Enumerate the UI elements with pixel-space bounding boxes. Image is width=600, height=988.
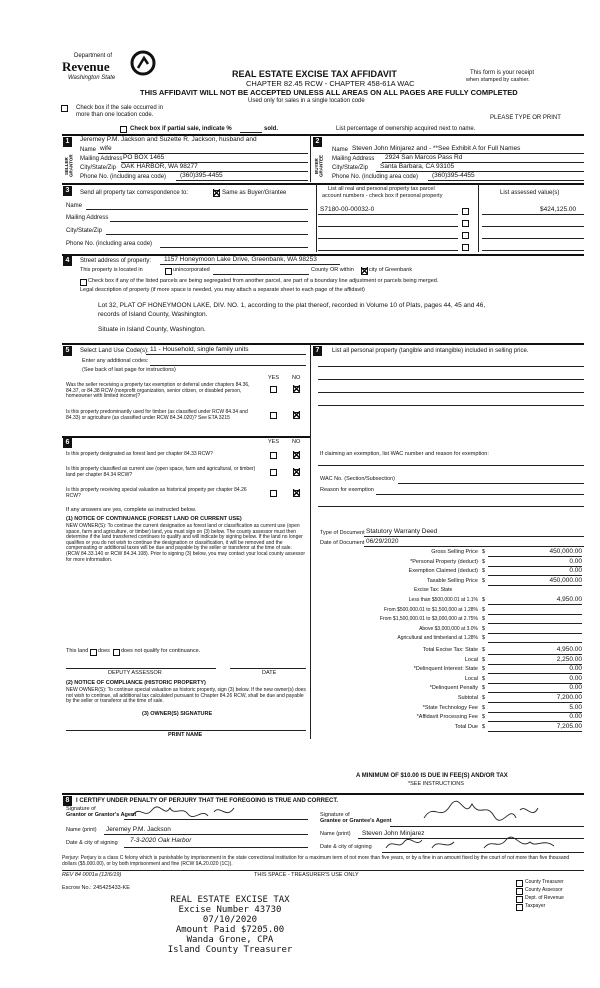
certify-statement: I CERTIFY UNDER PENALTY OF PERJURY THAT THE FOREGOING IS TRUE AND CORRECT. — [76, 798, 339, 804]
land-use-code: 11 - Household, single family units — [150, 346, 249, 353]
additional-codes-label: Enter any additional codes: — [82, 358, 149, 364]
owner-signature-label: (3) OWNER(S) SIGNATURE — [142, 711, 213, 717]
tax-row-value: 4,950.00 — [556, 646, 582, 653]
grantor-sig-label-1: Signature of — [66, 806, 96, 812]
s6-question-2: Is this property classified as current use (open space, farm and agricultural, or timber) land per chapter 84.34 RCW? — [66, 466, 256, 478]
does-not-label: does not qualify for continuance. — [121, 648, 201, 654]
buyer-phone: (360)395-4455 — [432, 172, 475, 179]
tax-row-line — [488, 654, 582, 655]
copy-checkbox-dor[interactable] — [516, 896, 523, 903]
buyer-name: Steven John Minjarez and - **See Exhibit A for Full Names — [352, 145, 521, 152]
tax-row-dollar: $ — [482, 635, 486, 642]
parcel-header-1: List all real and personal property tax parcel — [328, 186, 435, 192]
section-3-number: 3 — [63, 186, 72, 196]
tax-row-value: 450,000.00 — [549, 576, 582, 584]
seller-phone-label: Phone No. (including area code) — [80, 174, 167, 180]
tax-row-label: Local — [464, 675, 478, 682]
seller-mailing: PO BOX 1465 — [123, 154, 165, 161]
tax-row-value: 450,000.00 — [549, 548, 582, 555]
tax-row-value: 0.00 — [569, 684, 582, 692]
street-address: 1157 Honeymoon Lake Drive, Greenbank, WA 98253 — [164, 256, 317, 263]
parcel-personal-checkbox-1[interactable] — [462, 208, 469, 215]
city-of-checkbox[interactable] — [361, 268, 368, 275]
legal-label: Legal description of property (if more space is needed, you may attach a separate sheet to each page of the affidavit) — [80, 287, 365, 293]
tax-row-line — [488, 712, 582, 713]
tax-row-dollar: $ — [482, 656, 486, 663]
seller-name-label: Name — [80, 147, 97, 153]
tax-row-dollar: $ — [482, 568, 486, 575]
grantee-name-label: Name (print) — [320, 831, 351, 837]
assessed-header: List assessed value(s) — [500, 190, 560, 196]
tax-row-label: Gross Selling Price — [431, 549, 478, 555]
tax-row-dollar: $ — [482, 647, 486, 653]
grantee-name-print: Steven John Minjarez — [362, 830, 425, 837]
tax-row-dollar: $ — [482, 714, 486, 721]
form-warning: THIS AFFIDAVIT WILL NOT BE ACCEPTED UNLESS ALL AREAS ON ALL PAGES ARE FULLY COMPLETED — [140, 88, 518, 97]
see-back-label: (See back of last page for instructions) — [82, 367, 176, 373]
s6-q2-yes[interactable] — [270, 469, 277, 476]
s3-city-label: City/State/Zip — [66, 228, 103, 234]
land-use-label: Select Land Use Code(s): — [80, 348, 149, 354]
tax-row-value: 0.00 — [569, 665, 582, 673]
tax-row-label: *Affidavit Processing Fee — [416, 714, 478, 721]
deputy-date-label: DATE — [262, 670, 277, 676]
copy-dor: Dept. of Revenue — [525, 895, 564, 901]
grantor-date-label: Date & city of signing — [66, 840, 118, 846]
s5-q1-no[interactable] — [293, 386, 300, 393]
tax-row-line — [488, 604, 582, 605]
doc-date: 06/29/2020 — [366, 538, 399, 545]
section-7-number: 7 — [313, 346, 322, 356]
tax-row-line — [488, 683, 582, 684]
escrow-number: Escrow No.: 245425433-KE — [62, 885, 130, 891]
s5-question-2: Is this property predominantly used for timber (as classified under RCW 84.34 and 84.33) or agriculture (as classified under RCW 84.34.020)? See ETA 3215 — [66, 409, 248, 421]
notice-2-text: NEW OWNER(S): To continue special valuation as historic property, sign (3) below. If the new owner(s) does not wish to continue, all additional tax calculated pursuant to Chapter 84.26 RCW, shall be due and payable by the seller or transferor at the time of sale. — [66, 687, 306, 705]
tax-row-line — [488, 642, 582, 643]
tax-row-dollar: $ — [482, 549, 486, 555]
section-2-number: 2 — [313, 137, 322, 147]
s6-no-header: NO — [292, 439, 301, 445]
this-land-label: This land — [66, 648, 89, 654]
tax-row-line — [488, 673, 582, 674]
multi-location-label: Check box if the sale occurred in — [76, 105, 164, 111]
s6-question-3: Is this property receiving special valuation as historical property per chapter 84.26 RCW? — [66, 487, 247, 499]
grantee-signature — [420, 800, 540, 824]
see-instructions: *SEE INSTRUCTIONS — [408, 781, 464, 787]
tax-row-value: 0.00 — [569, 557, 582, 565]
tax-row-label: *Delinquent Penalty — [429, 685, 478, 692]
sold-label: sold. — [264, 126, 279, 132]
agency-line1: Department of — [74, 53, 113, 59]
doc-type-label: Type of Document — [320, 530, 365, 536]
tax-row-label: Total Due — [454, 723, 478, 730]
tax-row-dollar: $ — [482, 597, 486, 603]
tax-row-dollar: $ — [482, 616, 486, 623]
grantor-name-print: Jeremey P.M. Jackson — [106, 826, 171, 833]
s5-yes-header: YES — [268, 375, 280, 381]
tax-row-dollar: $ — [482, 558, 486, 565]
s3-mailing-label: Mailing Address — [66, 215, 109, 221]
tax-row-line — [488, 556, 582, 557]
copy-checkbox-taxpayer[interactable] — [516, 904, 523, 911]
tax-row-value: 5.00 — [569, 703, 582, 711]
doc-date-label: Date of Document — [320, 540, 365, 546]
dor-logo — [62, 50, 158, 86]
perjury-text: Perjury: Perjury is a class C felony which is punishable by imprisonment in the state correctional institution for a maximum term of not more than five years, or by a fine in an amount fixed by the court of not more than five thousand dollars ($5,000.00), or by both imprisonment and fine (RCW 9A.20.020 (1C)). — [62, 855, 570, 867]
s5-q2-yes[interactable] — [270, 412, 277, 419]
tax-row-value: 0.00 — [569, 713, 582, 721]
grantee-date-label: Date & city of signing — [320, 844, 372, 850]
tax-row-label: Exemption Claimed (deduct) — [408, 568, 478, 575]
stamp-line-2: Excise Number 43730 — [178, 905, 282, 915]
s3-phone-label: Phone No. (including area code) — [66, 241, 153, 247]
tax-row-value: 0.00 — [569, 674, 582, 682]
tax-row-label: *Personal Property (deduct) — [410, 558, 478, 565]
legal-desc-1: Lot 32, PLAT OF HONEYMOON LAKE, DIV. NO. 1, according to the plat thereof, recorded in Volume 10 of Plats, pages 44, 45 and 46, — [98, 302, 486, 309]
seller-name-cont: wife — [100, 145, 112, 152]
notice-1-text: NEW OWNER(S): To continue the current designation as forest land or classification as current use (open space, farm and agriculture, or timber) land, you must sign on (3) below. The county assessor must then determine if the land transferred continues to qualify and will indicate by signing below. If the land no longer qualifies or you do not wish to continue the designation or classification, it will be removed and the compensating or additional taxes will be due and payable by the seller or transferor at the time of sale. (RCW 84.33.140 or RCW 84.34.108). Prior to signing (3) below, you may contact your local county assessor for more information. — [66, 523, 305, 563]
notice-2-title: (2) NOTICE OF COMPLIANCE (HISTORIC PROPERTY) — [66, 680, 206, 686]
partial-sale-label: Check box if partial sale, indicate % — [130, 126, 232, 132]
seller-side-label: SELLER GRANTOR — [64, 154, 74, 178]
tax-row-line — [488, 664, 582, 665]
does-qualify-checkbox[interactable] — [90, 649, 97, 656]
tax-row-label: From $500,000.01 to $1,500,000 at 1.28% — [384, 606, 478, 613]
buyer-mailing-label: Mailing Address — [332, 156, 375, 162]
parcel-personal-checkbox-2[interactable] — [462, 220, 469, 227]
form-title: REAL ESTATE EXCISE TAX AFFIDAVIT — [232, 69, 397, 79]
copy-taxpayer: Taxpayer — [525, 903, 546, 909]
wac-label: WAC No. (Section/Subsection) — [320, 476, 395, 482]
grantee-date-handwriting — [384, 836, 564, 852]
tax-row-label: Above $3,000,000 at 3.0% — [419, 625, 478, 632]
tax-row-line — [488, 566, 582, 567]
tax-row-label: Taxable Selling Price — [426, 577, 478, 584]
multi-location-label-2: more than one location code. — [76, 112, 154, 118]
minimum-due: A MINIMUM OF $10.00 IS DUE IN FEE(S) AND/OR TAX — [356, 773, 508, 779]
tax-row-label: From $1,500,000.01 to $3,000,000 at 2.75% — [379, 616, 478, 623]
stamp-line-3: 07/10/2020 — [202, 915, 258, 925]
ownership-note: List percentage of ownership acquired next to name. — [336, 126, 476, 132]
tax-row-label: Total Excise Tax: State — [422, 647, 478, 653]
section-8-number: 8 — [63, 796, 72, 806]
copy-treasurer: County Treasurer — [525, 879, 564, 885]
parcel-personal-checkbox-3[interactable] — [462, 232, 469, 239]
s6-question-1: Is this property designated as forest land per chapter 84.33 RCW? — [66, 451, 213, 457]
treasurer-only: THIS SPACE - TREASURER'S USE ONLY — [254, 872, 359, 878]
tax-row-value: 7,205.00 — [556, 722, 582, 730]
s6-q2-no[interactable] — [293, 469, 300, 476]
single-county-note: Used only for sales in a single location code — [248, 98, 365, 104]
agency-line2: Revenue — [62, 59, 110, 74]
agency-line3: Washington State — [68, 75, 116, 81]
deputy-assessor-label: DEPUTY ASSESSOR — [108, 670, 162, 676]
same-as-buyer-label: Same as Buyer/Grantee — [222, 190, 287, 196]
treasurer-stamp — [140, 895, 320, 955]
legal-desc-3: Situate in Island County, Washington. — [98, 326, 206, 333]
stamp-line-5: Wanda Grone, CPA — [186, 935, 274, 945]
s6-q3-no[interactable] — [293, 490, 300, 497]
notice-1-title: (1) NOTICE OF CONTINUANCE (FOREST LAND OR CURRENT USE) — [66, 516, 242, 522]
tax-row-line — [488, 731, 582, 732]
section-6-number: 6 — [63, 438, 72, 448]
tax-row-label: *State Technology Fee — [422, 704, 478, 711]
reason-label: Reason for exemption — [320, 487, 374, 493]
doc-type: Statutory Warranty Deed — [366, 528, 438, 535]
legal-desc-2: records of Island County, Washington. — [98, 311, 208, 318]
tax-row-line — [488, 623, 582, 624]
buyer-name-label: Name — [332, 147, 349, 153]
unincorporated-label: unincorporated — [173, 267, 210, 273]
grantor-sig-label-2: Grantor or Grantor's Agent — [66, 812, 137, 818]
tax-row-dollar: $ — [482, 704, 486, 711]
s5-q1-yes[interactable] — [270, 386, 277, 393]
copy-assessor: County Assessor — [525, 887, 563, 893]
dor-logo-icon — [130, 50, 156, 76]
does-label: does — [98, 648, 110, 654]
buyer-city: Santa Barbara, CA 93105 — [380, 163, 455, 170]
tax-row-dollar: $ — [482, 625, 486, 632]
stamp-line-1: REAL ESTATE EXCISE TAX — [170, 895, 290, 905]
if-yes-note: If any answers are yes, complete as instructed below. — [66, 507, 197, 513]
section-1-number: 1 — [63, 137, 72, 147]
multi-location-checkbox[interactable] — [61, 105, 68, 112]
s5-no-header: NO — [292, 375, 301, 381]
seller-city: OAK HARBOR, WA 98277 — [121, 163, 198, 170]
please-type: PLEASE TYPE OR PRINT — [490, 115, 561, 121]
tax-row-label: Local — [464, 656, 478, 663]
form-subtitle: CHAPTER 82.45 RCW - CHAPTER 458-61A WAC — [246, 79, 415, 88]
tax-row-dollar: $ — [482, 723, 486, 730]
does-not-qualify-checkbox[interactable] — [113, 649, 120, 656]
section-4-number: 4 — [63, 256, 72, 266]
excise-state-label: Excise Tax: State — [414, 587, 453, 594]
tax-row-label: Agricultural and timberland at 1.28% — [397, 635, 478, 642]
tax-row-line — [488, 702, 582, 703]
assessed-value: $424,125.00 — [540, 206, 577, 213]
tax-row-label: *Delinquent Interest: State — [413, 666, 478, 673]
print-name-label: PRINT NAME — [168, 732, 203, 738]
tax-row-line — [488, 633, 582, 634]
seller-name: Jeremey P.M. Jackson and Suzette R. Jackson, husband and — [80, 136, 257, 143]
buyer-side-label: BUYER GRANTEE — [314, 155, 324, 178]
tax-row-dollar: $ — [482, 606, 486, 613]
city-of-label: city of Greenbank — [369, 267, 413, 273]
send-correspondence-label: Send all property tax correspondence to: — [80, 190, 189, 196]
section-5-number: 5 — [63, 346, 72, 356]
grantee-sig-label-1: Signature of — [320, 812, 350, 818]
tax-row-dollar: $ — [482, 577, 486, 584]
partial-sale-checkbox[interactable] — [120, 126, 127, 133]
tax-row-line — [488, 585, 582, 586]
buyer-mailing: 2924 San Marcos Pass Rd — [385, 154, 463, 161]
tax-row-label: Subtotal — [457, 695, 478, 701]
tax-row-dollar: $ — [482, 695, 486, 701]
seller-city-label: City/State/Zip — [80, 165, 117, 171]
seller-phone: (360)395-4455 — [180, 172, 223, 179]
s6-q1-no[interactable] — [293, 452, 300, 459]
parcel-personal-checkbox-4[interactable] — [462, 244, 469, 251]
segregation-label: Check box if any of the listed parcels are being segregated from another parcel, are part of a boundary line adjustment or parcels being merged. — [88, 278, 439, 284]
unincorporated-checkbox[interactable] — [165, 268, 172, 275]
county-or-label: County OR within — [311, 267, 354, 273]
stamp-line-4: Amount Paid $7205.00 — [175, 925, 285, 935]
copy-checkbox-assessor[interactable] — [516, 888, 523, 895]
s3-name-label: Name — [66, 203, 83, 209]
tax-row-dollar: $ — [482, 675, 486, 682]
tax-row-label: Less than $500,000.01 at 1.1% — [408, 597, 478, 603]
same-as-buyer-checkbox[interactable] — [213, 190, 220, 197]
street-label: Street address of property: — [80, 258, 152, 264]
located-label: This property is located in — [80, 267, 143, 273]
receipt-note-1: This form is your receipt — [470, 70, 535, 76]
copy-distribution — [516, 880, 586, 916]
exemption-label: If claiming an exemption, list WAC number and reason for exemption: — [320, 451, 489, 457]
tax-row-value: 2,250.00 — [556, 655, 582, 663]
tax-row-value: 4,950.00 — [556, 596, 582, 603]
rev-number: REV 84 0001a (12/6/19) — [62, 872, 122, 878]
receipt-note-2: when stamped by cashier. — [466, 77, 530, 83]
tax-row-dollar: $ — [482, 685, 486, 692]
s6-q3-yes[interactable] — [270, 490, 277, 497]
grantor-name-label: Name (print) — [66, 827, 97, 833]
s5-question-1: Was the seller receiving a property tax exemption or deferral under chapters 84.36, 84.37, or 84.38 RCW (nonprofit organization, senior citizen, or disabled person, homeowner with limited income)? — [66, 382, 250, 400]
buyer-city-label: City/State/Zip — [332, 165, 369, 171]
stamp-line-6: Island County Treasurer — [167, 945, 293, 955]
grantor-date-city: 7-3-2020 Oak Harbor — [130, 837, 192, 844]
copy-checkbox-treasurer[interactable] — [516, 880, 523, 887]
parcel-header-2: account numbers - check box if personal property — [322, 193, 443, 199]
buyer-phone-label: Phone No. (including area code) — [332, 174, 419, 180]
tax-row-value: 7,200.00 — [556, 694, 582, 701]
tax-row-value: 0.00 — [569, 567, 582, 575]
parcel-number: S7180-00-00032-0 — [320, 206, 375, 213]
tax-calculation — [318, 550, 584, 770]
personal-property-label: List all personal property (tangible and intangible) included in selling price. — [332, 348, 529, 354]
s5-q2-no[interactable] — [293, 412, 300, 419]
tax-row-line — [488, 614, 582, 615]
s6-yes-header: YES — [268, 439, 280, 445]
segregation-checkbox[interactable] — [80, 279, 87, 286]
grantee-sig-label-2: Grantee or Grantee's Agent — [320, 818, 392, 824]
tax-row-dollar: $ — [482, 666, 486, 673]
s6-q1-yes[interactable] — [270, 452, 277, 459]
seller-mailing-label: Mailing Address — [80, 156, 123, 162]
